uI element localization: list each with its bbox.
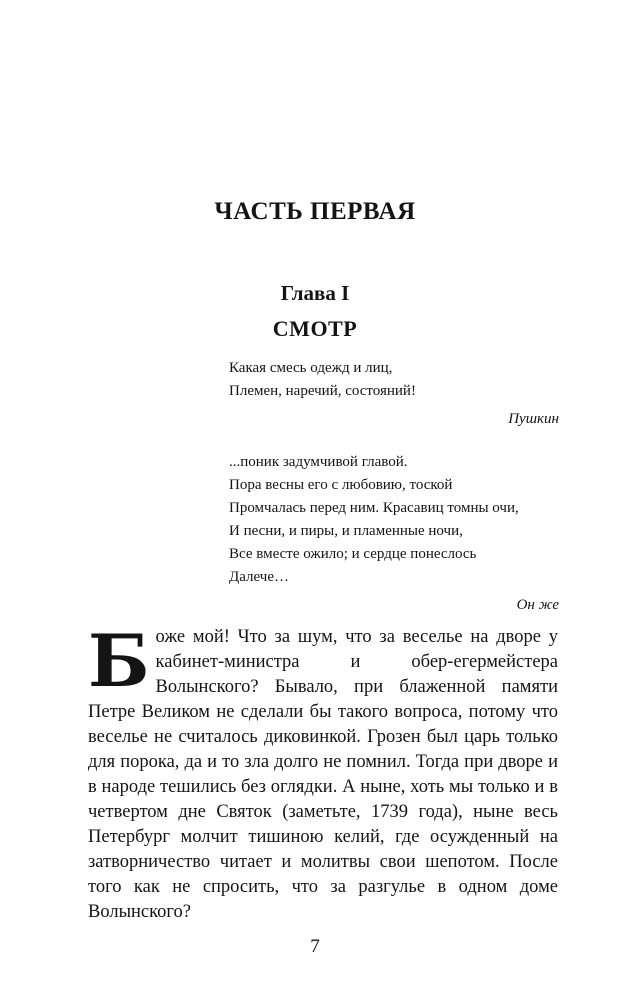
- epigraph-pushkin: [229, 357, 559, 431]
- body-paragraph: [88, 618, 558, 925]
- epigraph-author: Пушкин: [508, 411, 559, 427]
- drop-cap: Б: [88, 618, 150, 703]
- epigraph-on-zhe: [229, 451, 559, 617]
- body-text: оже мой! Что за шум, что за веселье на дворе у кабинет-министра и обер-егермейстера Волынского? Бывало, при блаженной памяти Петре Великом не сделали бы такого вопроса, потому что веселье не считалось диковинкой. Грозен был царь только для порока, да и то зла долго не помнил. Тогда при дворе и в народе тешились без оглядки. А ныне, хоть мы только и в четвертом дне Святок (заметьте, 1739 года), ныне весь Петербург молчит тишиною келий, где осужденный на затворничество читает и молитвы свои шепотом. После того как не спросить, что за разгулье в одном доме Волынского?: [88, 627, 558, 922]
- epigraph-line: ...поник задумчивой главой.: [229, 454, 408, 470]
- epigraph-line: Далече…: [229, 569, 289, 585]
- epigraph-author: Он же: [516, 597, 559, 613]
- chapter-title: СМОТР: [272, 316, 358, 341]
- epigraph-line: Племен, наречий, состояний!: [229, 383, 416, 399]
- part-title: ЧАСТЬ ПЕРВАЯ: [214, 198, 416, 225]
- epigraph-line: И песни, и пиры, и пламенные ночи,: [229, 523, 463, 539]
- epigraph-line: Все вместе ожило; и сердце понеслось: [229, 546, 477, 562]
- epigraph-line: Пора весны его с любовию, тоской: [229, 477, 453, 493]
- epigraph-line: Промчалась перед ним. Красавиц томны очи,: [229, 500, 519, 516]
- chapter-number: Глава I: [280, 281, 350, 305]
- epigraph-line: Какая смесь одежд и лиц,: [229, 360, 393, 376]
- page-number: 7: [310, 936, 320, 957]
